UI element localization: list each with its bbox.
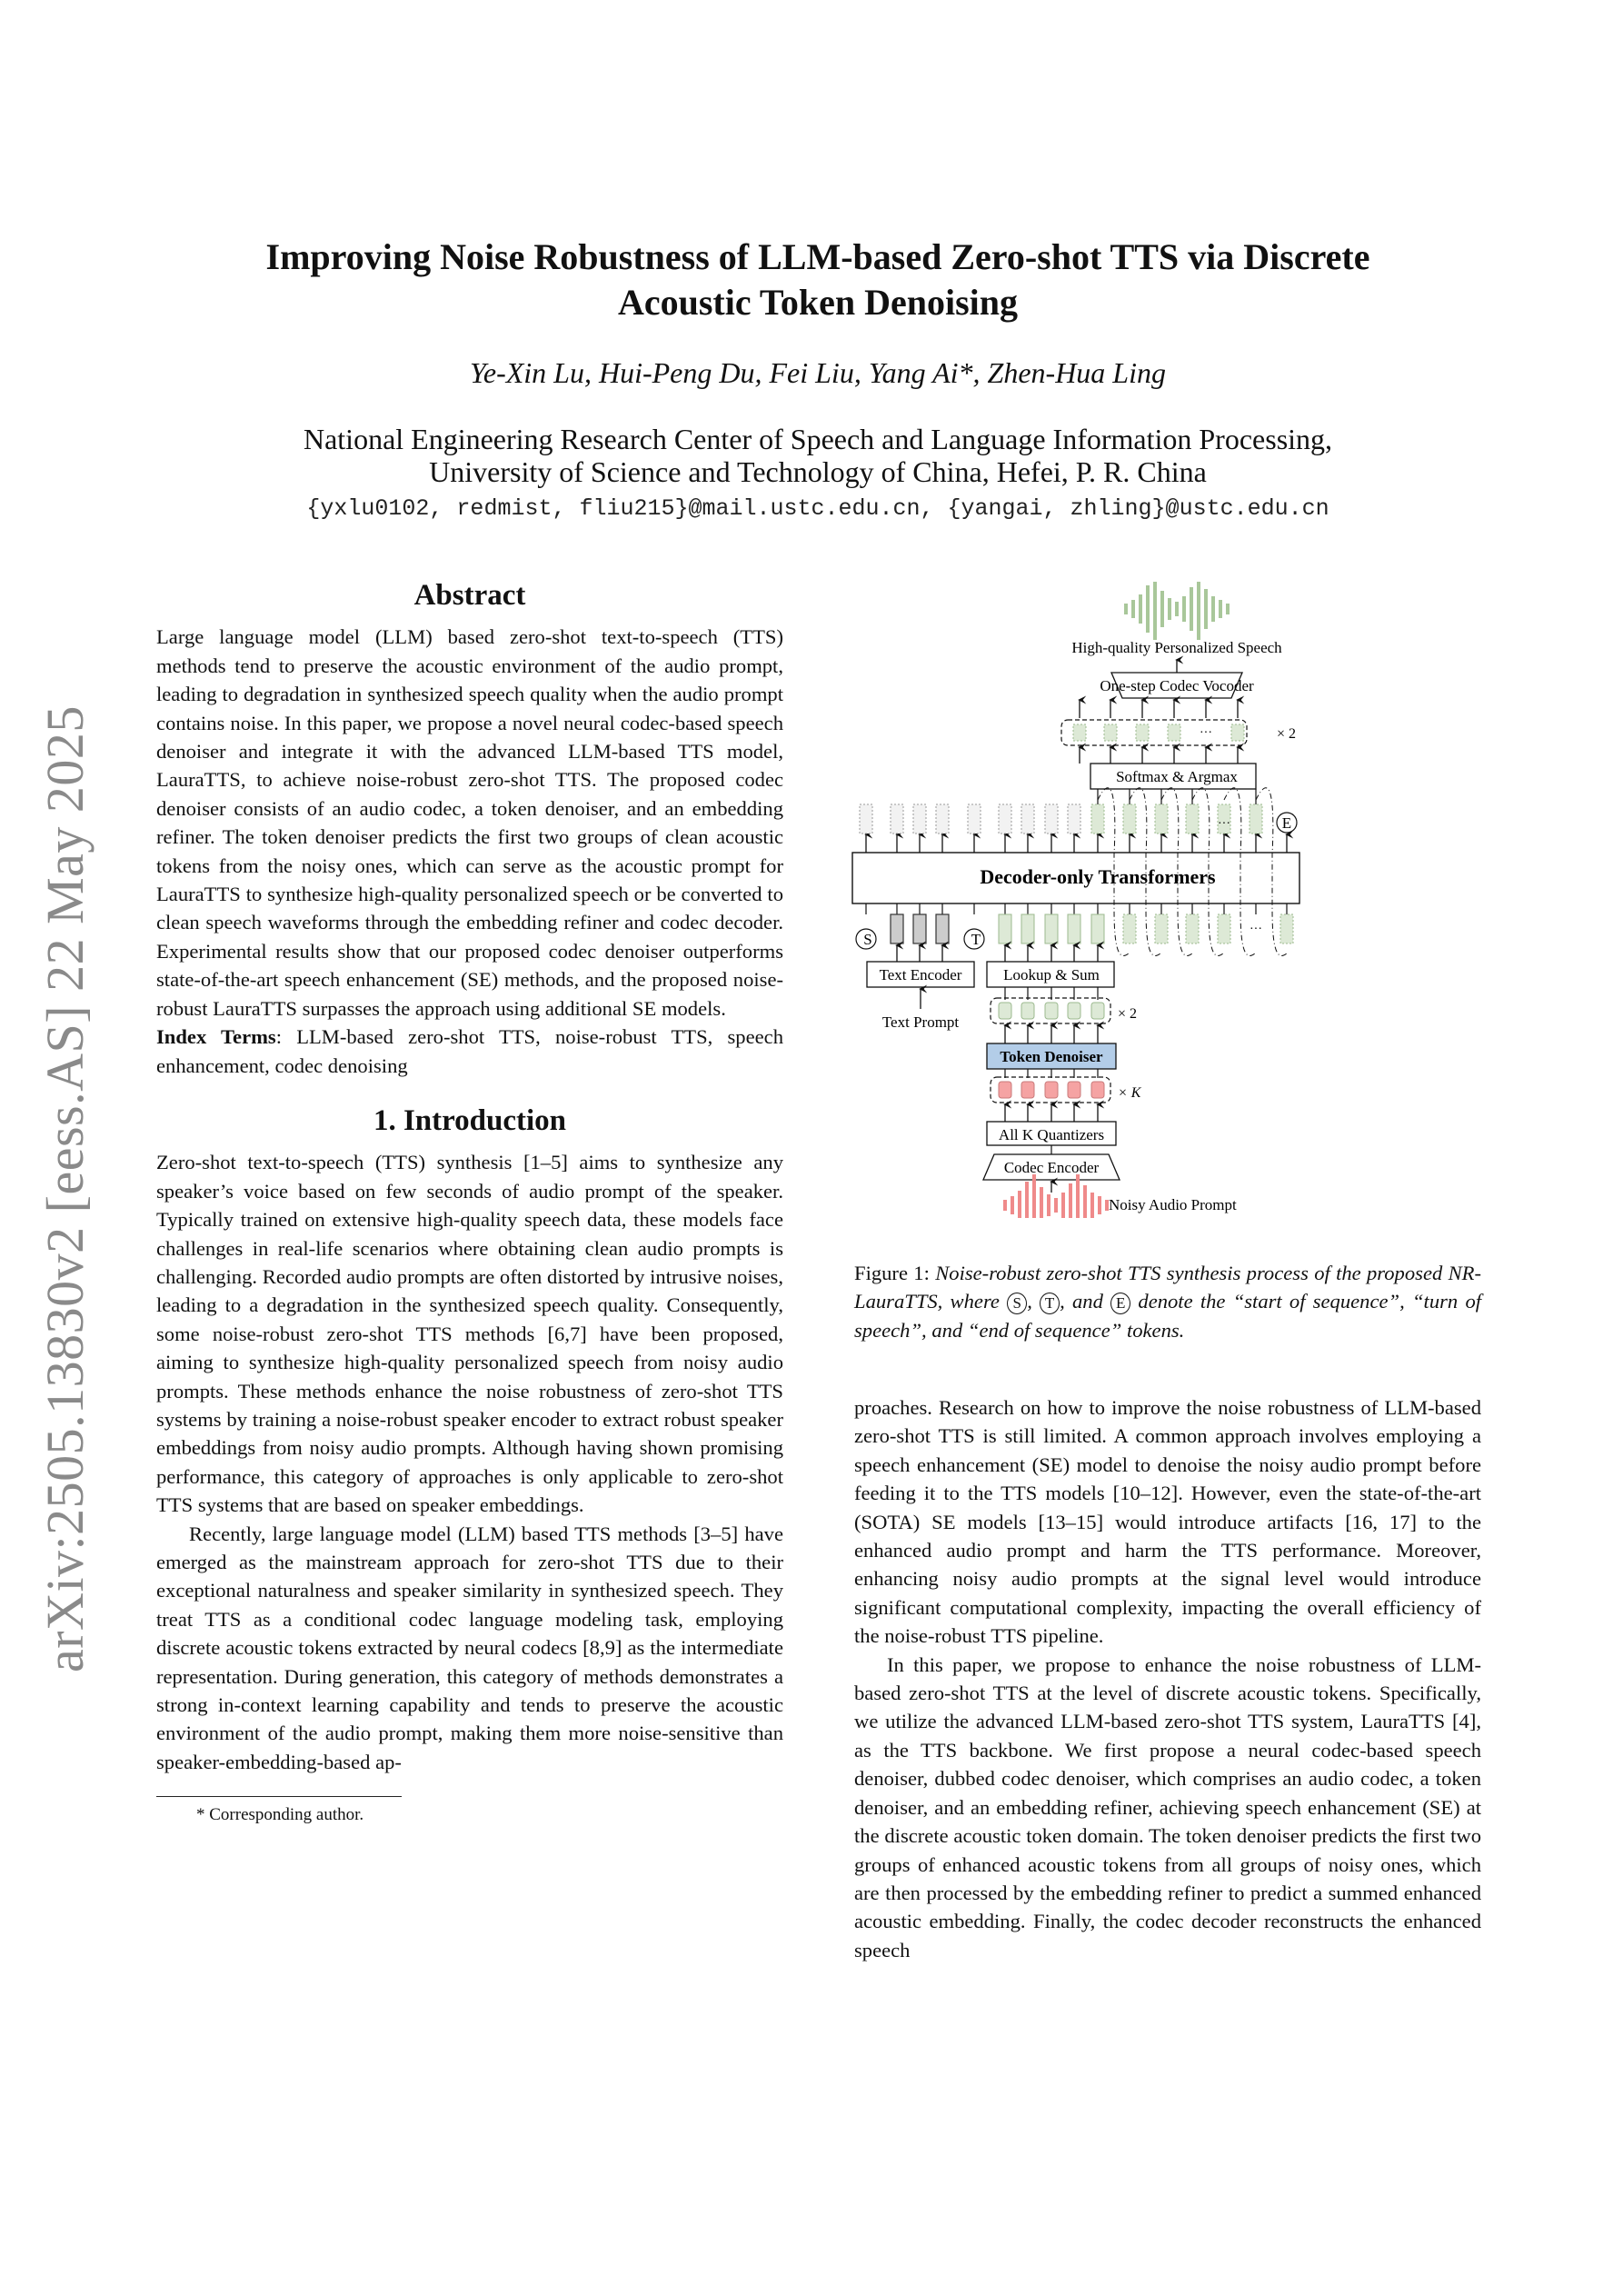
clean-waveform-icon-bar — [1153, 582, 1157, 640]
affiliation-line-1: National Engineering Research Center of Speech and Language Information Processing, — [303, 423, 1333, 455]
clean-token — [1168, 724, 1180, 741]
clean-waveform-icon-bar — [1124, 604, 1128, 614]
clean-token — [1073, 724, 1086, 741]
paper-title — [182, 235, 1454, 325]
noisy-waveform-icon-bar — [1054, 1198, 1058, 1213]
clean-waveform-icon-bar — [1219, 600, 1222, 618]
prompt-token — [1091, 914, 1104, 943]
caption-label: Figure 1: — [854, 1262, 930, 1284]
lookup-sum-label: Lookup & Sum — [1003, 966, 1100, 983]
sos-symbol: S — [1007, 1293, 1027, 1314]
softmax-label: Softmax & Argmax — [1116, 768, 1238, 785]
caption-sep: , and — [1060, 1290, 1103, 1313]
denoised-token — [999, 1003, 1011, 1019]
clean-waveform-icon-bar — [1211, 596, 1215, 622]
text-encoder-label: Text Encoder — [879, 966, 962, 983]
right-paragraph-2: In this paper, we propose to enhance the noise robustness of LLM-based zero-shot TTS at the level of discrete acoustic tokens. Specifically, we utilize the advanced LLM-based zero-shot TTS system, LauraTTS [4], as the TTS backbone. We first propose a neural codec-based speech denoiser, dubbed codec denoiser, which comprises an audio codec, a token denoiser, and an embedding refiner, achieving speech enhancement (SE) at the discrete acoustic token domain. The token denoiser predicts the first two groups of enhanced acoustic tokens from all groups of noisy ones, which are then processed by the embedding refiner to predict a summed enhanced acoustic embedding. Finally, the codec decoder reconstructs the enhanced speech — [854, 1652, 1481, 1962]
ghost-token — [968, 804, 981, 834]
predicted-token — [1123, 804, 1136, 834]
title-line-2: Acoustic Token Denoising — [617, 282, 1019, 323]
clean-waveform-icon-bar — [1175, 602, 1179, 616]
noisy-waveform-icon-bar — [1003, 1200, 1007, 1211]
index-terms — [156, 1023, 783, 1080]
predicted-token — [1250, 804, 1262, 834]
figure-caption — [854, 1259, 1481, 1344]
clean-waveform-icon-bar — [1182, 596, 1186, 622]
clean-token — [1231, 724, 1244, 741]
prompt-token — [1045, 914, 1058, 943]
affiliation — [182, 423, 1454, 488]
noisy-waveform-icon-bar — [1011, 1196, 1014, 1214]
times2-mid: × 2 — [1118, 1006, 1138, 1022]
denoised-token — [1091, 1003, 1104, 1019]
generated-token — [1186, 914, 1199, 943]
right-column — [854, 1393, 1481, 1964]
noisy-waveform-icon-bar — [1069, 1183, 1072, 1218]
noisy-waveform-icon-bar — [1090, 1193, 1094, 1218]
denoised-token — [1021, 1003, 1034, 1019]
denoised-token — [1068, 1003, 1080, 1019]
prompt-token — [1068, 914, 1080, 943]
figure-1-diagram — [845, 582, 1499, 1218]
author-emails: {yxlu0102, redmist, fliu215}@mail.ustc.edu.cn, {yangai, zhling}@ustc.edu.cn — [306, 495, 1329, 522]
noisy-token — [1045, 1082, 1058, 1098]
noisy-waveform-icon-bar — [1083, 1185, 1087, 1218]
clean-waveform-icon-bar — [1204, 589, 1208, 629]
ghost-token — [1068, 804, 1080, 834]
text-prompt-label: Text Prompt — [881, 1013, 960, 1031]
predicted-token — [1091, 804, 1104, 834]
ghost-token — [936, 804, 949, 834]
generated-token — [1218, 914, 1230, 943]
clean-waveform-icon-bar — [1226, 604, 1230, 614]
output-label: High-quality Personalized Speech — [1071, 639, 1282, 656]
arxiv-stamp: arXiv:2505.13830v2 [eess.AS] 22 May 2025 — [35, 705, 95, 1672]
clean-token — [1104, 724, 1117, 741]
eos-symbol: E — [1110, 1293, 1130, 1314]
ghost-token — [860, 804, 872, 834]
ghost-token — [913, 804, 926, 834]
prompt-token — [999, 914, 1011, 943]
caption-text-b: denote the “start of sequence”, “turn of speech”, and “end of sequence” tokens. — [854, 1290, 1482, 1342]
index-terms-text: : LLM-based zero-shot TTS, noise-robust TTS, speech enhancement, codec denoising — [156, 1025, 783, 1077]
ellipsis: ··· — [1250, 923, 1262, 936]
predicted-token — [1186, 804, 1199, 834]
generated-token — [1280, 914, 1293, 943]
noisy-waveform-icon-bar — [1076, 1174, 1080, 1218]
title-line-1: Improving Noise Robustness of LLM-based Zero-shot TTS via Discrete — [265, 236, 1370, 277]
ellipsis: ··· — [1200, 726, 1212, 740]
noisy-token — [999, 1082, 1011, 1098]
generated-token — [1123, 914, 1136, 943]
noisy-waveform-icon-bar — [1025, 1182, 1029, 1218]
times2-top: × 2 — [1277, 726, 1297, 742]
intro-paragraph-2: Recently, large language model (LLM) based TTS methods [3–5] have emerged as the mainstream approach for zero-shot TTS due to their exceptional naturalness and speaker similarity in synthesized speech. They treat TTS as a conditional codec language modeling task, employing discrete acoustic tokens extracted by neural codecs [8,9] as the intermediate representation. During generation, this category of methods demonstrates a strong in-context learning capability and tends to preserve the acoustic environment of the audio prompt, making them more noise-sensitive than speaker-embedding-based ap- — [156, 1522, 783, 1773]
top-token-group — [1061, 720, 1247, 745]
vocoder-label: One-step Codec Vocoder — [1100, 677, 1254, 694]
intro-heading: 1. Introduction — [373, 1103, 567, 1137]
input-label: Noisy Audio Prompt — [1109, 1196, 1237, 1213]
noisy-waveform-icon-bar — [1098, 1196, 1101, 1214]
index-terms-label: Index Terms — [156, 1025, 276, 1049]
clean-waveform-icon-bar — [1168, 598, 1171, 620]
affiliation-line-2: University of Science and Technology of China, Hefei, P. R. China — [429, 455, 1207, 488]
intro-paragraph-1: Zero-shot text-to-speech (TTS) synthesis [1–5] aims to synthesize any speaker’s voice based on few seconds of audio prompt of the speaker. Typically trained on extensive high-quality speech data, these models face challenges in real-life scenarios where obtaining clean audio prompts is challenging. Recorded audio prompts are often distorted by intrusive noises, leading to a degradation in the synthesized speech quality. Consequently, some noise-robust zero-shot TTS methods [6,7] have been proposed, aiming to synthesize high-quality personalized speech from noisy audio prompts. These methods enhance the noise robustness of zero-shot TTS systems by training a noise-robust speaker encoder to extract robust speaker embeddings from noisy audio prompts. Although having shown promising performance, this category of approaches is only applicable to zero-shot TTS systems that are based on speaker embeddings. — [156, 1151, 783, 1517]
text-token — [891, 914, 903, 943]
clean-waveform-icon-bar — [1146, 585, 1150, 633]
codec-encoder-label: Codec Encoder — [1003, 1159, 1100, 1176]
token-denoiser-label: Token Denoiser — [1000, 1048, 1103, 1065]
footnote-rule — [156, 1796, 402, 1797]
noisy-token — [1091, 1082, 1104, 1098]
ghost-token — [999, 804, 1011, 834]
abstract-heading: Abstract — [413, 579, 526, 612]
ghost-token — [1045, 804, 1058, 834]
noisy-token — [1068, 1082, 1080, 1098]
predicted-token — [1155, 804, 1168, 834]
noisy-waveform-icon-bar — [1032, 1174, 1036, 1218]
ghost-token — [1021, 804, 1034, 834]
caption-sep: , — [1027, 1290, 1032, 1313]
clean-waveform-icon-bar — [1197, 582, 1200, 640]
clean-token — [1136, 724, 1149, 741]
text-token — [936, 914, 949, 943]
generated-token — [1155, 914, 1168, 943]
prompt-token — [1021, 914, 1034, 943]
turn-symbol: T — [1040, 1293, 1060, 1314]
right-paragraph-1: proaches. Research on how to improve the noise robustness of LLM-based zero-shot TTS is still limited. A common approach involves employing a speech enhancement (SE) model to denoise the noisy audio prompt before feeding it to the TTS models [10–12]. However, even the state-of-the-art (SOTA) SE models [13–15] would introduce artifacts [16, 17] to the enhanced audio prompt and harm the TTS performance. Moreover, enhancing noisy audio prompts at the signal level would introduce significant computational complexity, impacting the overall efficiency of the noise-robust TTS pipeline. — [854, 1396, 1481, 1648]
transformer-label: Decoder-only Transformers — [980, 865, 1216, 888]
left-column — [156, 579, 783, 1830]
ghost-token — [891, 804, 903, 834]
text-token — [913, 914, 926, 943]
times-k: × K — [1118, 1085, 1141, 1101]
noisy-waveform-icon-bar — [1061, 1193, 1065, 1218]
noisy-waveform-icon-bar — [1040, 1187, 1043, 1218]
clean-waveform-icon-bar — [1139, 594, 1142, 624]
caption-text-a: Noise-robust zero-shot TTS synthesis process of the proposed NR-LauraTTS, where — [854, 1262, 1481, 1313]
clean-waveform-icon-bar — [1160, 591, 1164, 627]
noisy-waveform-icon-bar — [1047, 1194, 1050, 1216]
clean-waveform-icon-bar — [1190, 587, 1193, 631]
noisy-waveform-icon-bar — [1018, 1191, 1021, 1218]
denoised-token — [1045, 1003, 1058, 1019]
authors: Ye-Xin Lu, Hui-Peng Du, Fei Liu, Yang Ai*, Zhen-Hua Ling — [470, 356, 1166, 389]
eos-token-label: E — [1281, 814, 1292, 832]
noisy-token — [1021, 1082, 1034, 1098]
turn-token-label: T — [971, 931, 981, 948]
clean-waveform-icon-bar — [1131, 600, 1135, 618]
quantizers-label: All K Quantizers — [998, 1126, 1105, 1143]
ellipsis: ··· — [1218, 817, 1230, 831]
sos-token-label: S — [863, 931, 872, 948]
footnote: * Corresponding author. — [196, 1805, 364, 1825]
abstract-body: Large language model (LLM) based zero-shot text-to-speech (TTS) methods tend to preserve the acoustic environment of the audio prompt, leading to degradation in synthesized speech quality when the audio prompt contains noise. In this paper, we propose a novel neural codec-based speech denoiser and integrate it with the advanced LLM-based TTS model, LauraTTS, to achieve noise-robust zero-shot TTS. The proposed codec denoiser consists of an audio codec, a token denoiser, and an embedding refiner. The token denoiser predicts the first two groups of clean acoustic tokens from the noisy ones, which can serve as the acoustic prompt for LauraTTS to synthesize high-quality personalized speech or be converted to clean speech waveforms through the embedding refiner and codec decoder. Experimental results show that our proposed codec denoiser outperforms state-of-the-art speech enhancement (SE) methods, and the proposed noise-robust LauraTTS surpasses the approach using additional SE models. — [156, 625, 783, 1020]
